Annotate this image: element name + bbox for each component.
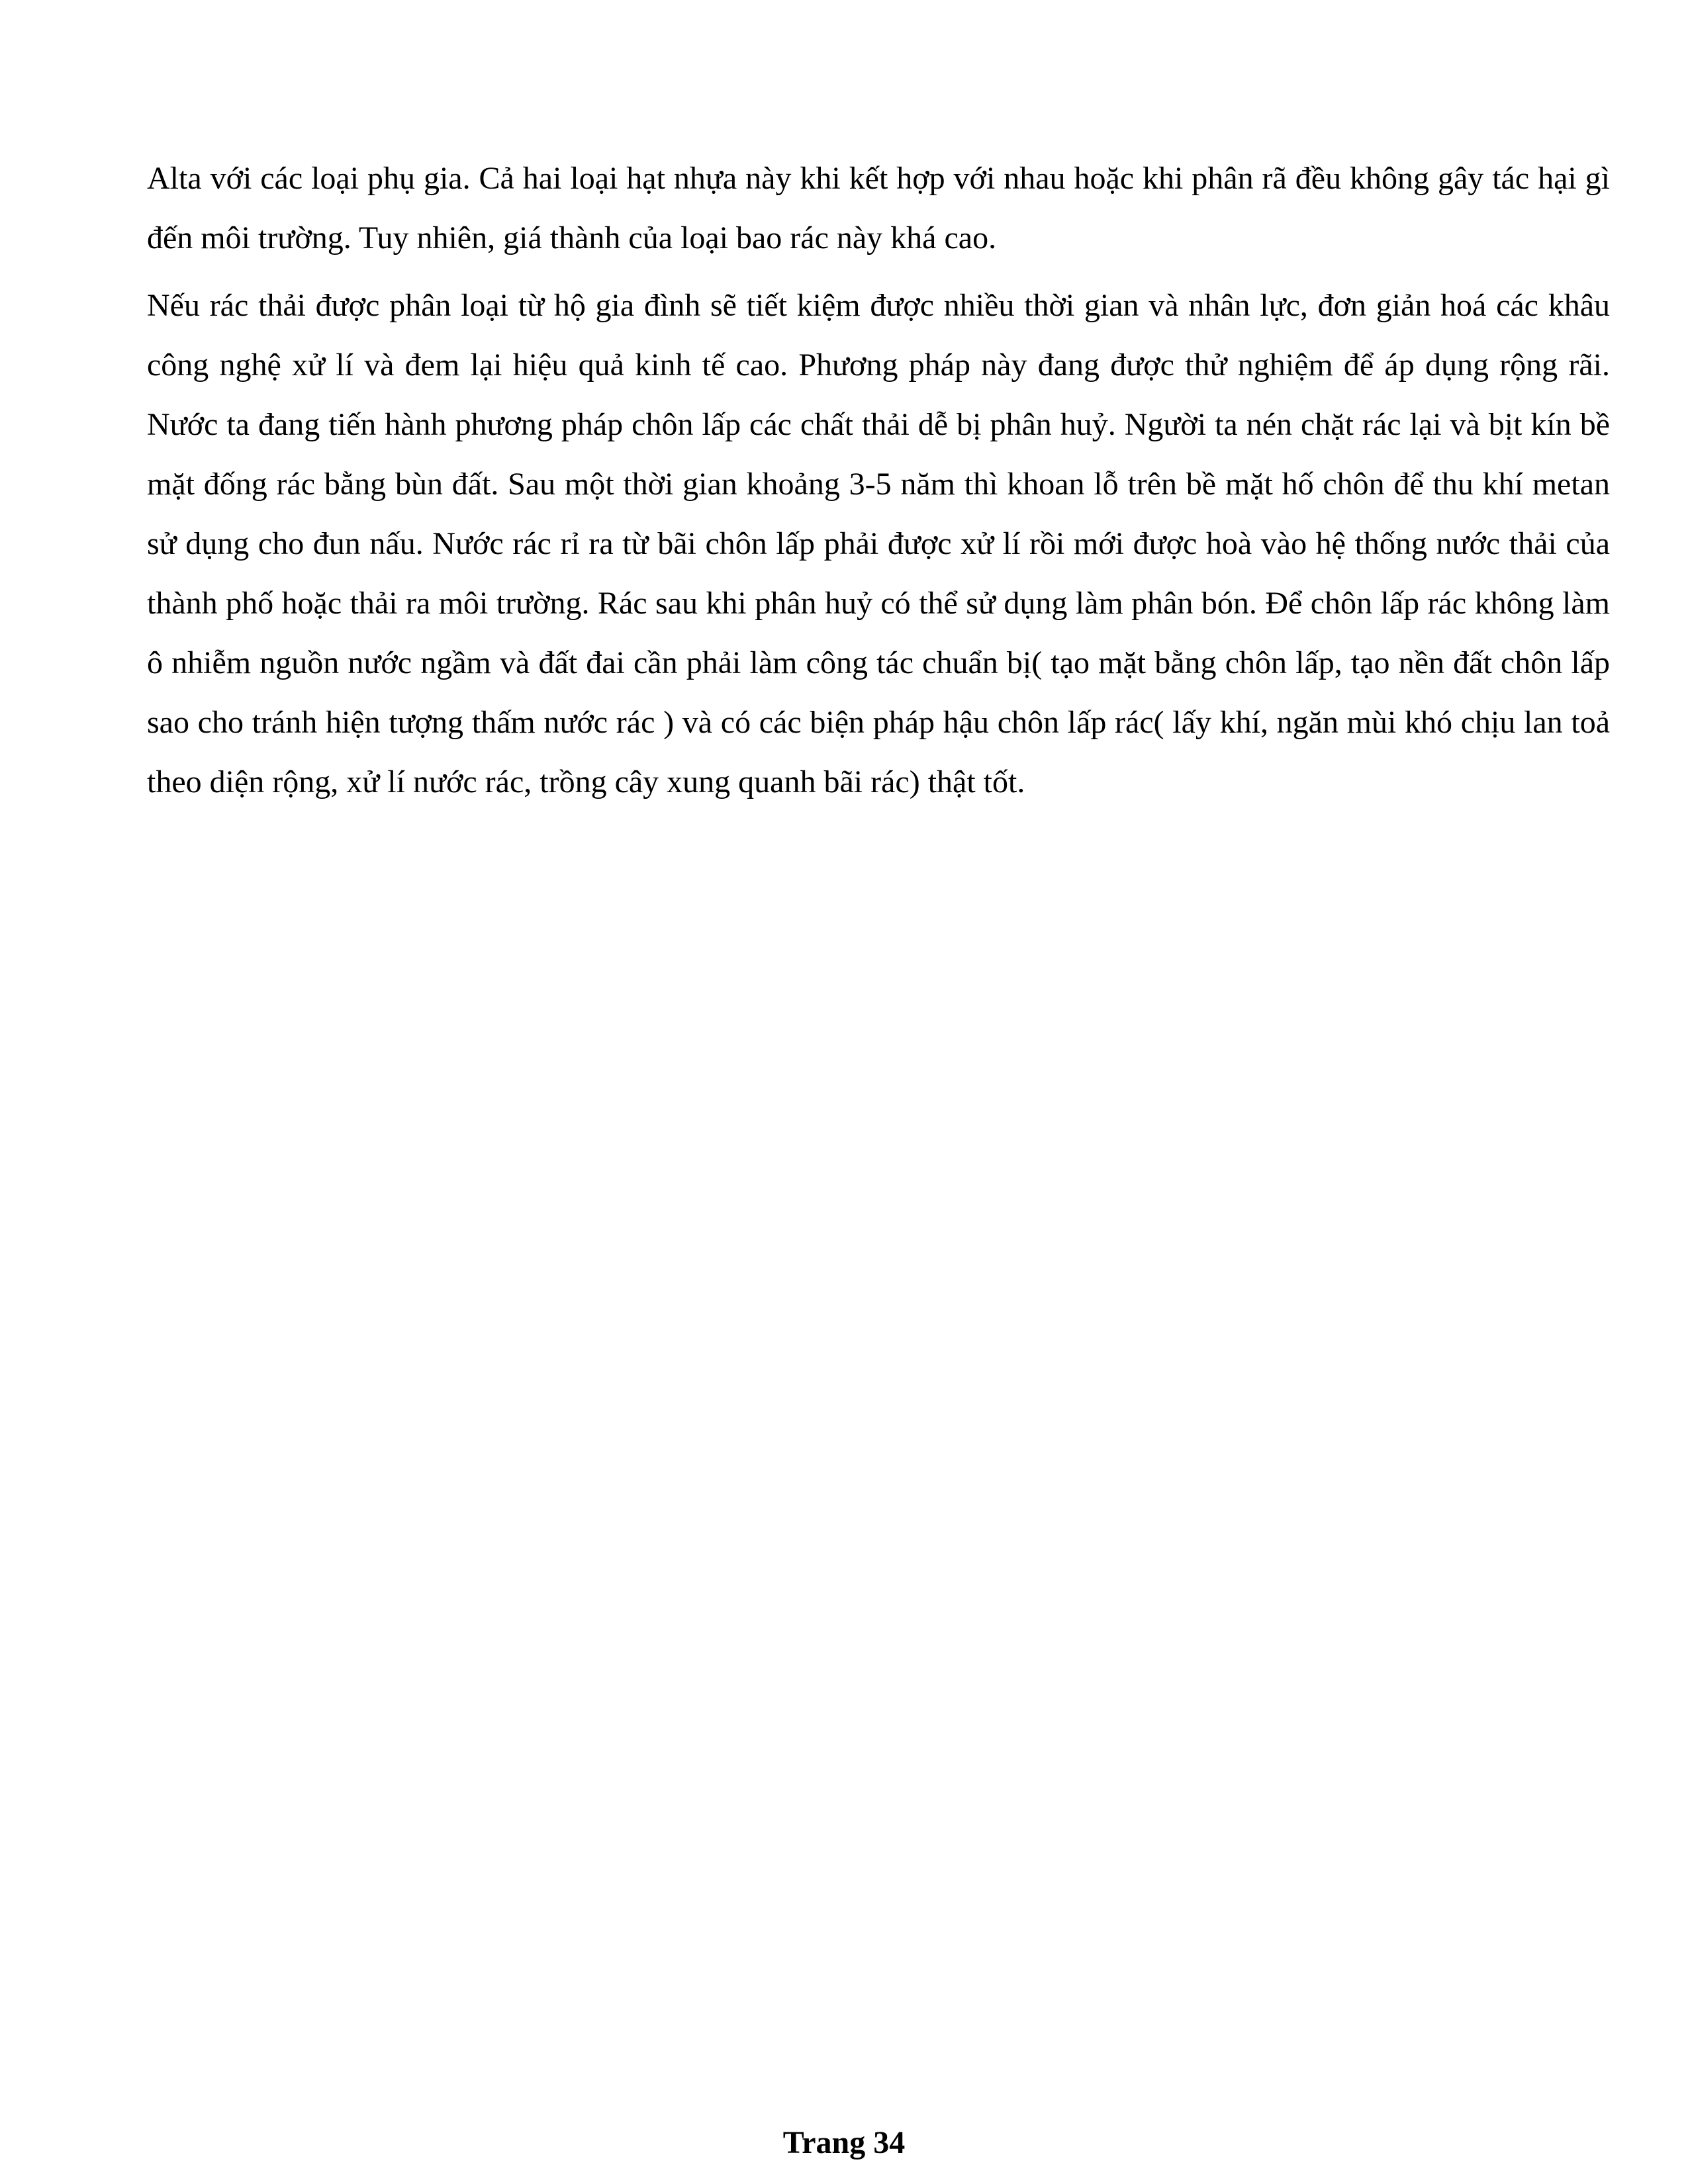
body-text bbox=[147, 149, 1610, 812]
paragraph-1: Alta với các loại phụ gia. Cả hai loại hạt nhựa này khi kết hợp với nhau hoặc khi phân rã đều không gây tác hại gì đến môi trường. Tuy nhiên, giá thành của loại bao rác này khá cao. bbox=[147, 161, 1610, 255]
paragraph-2: Nếu rác thải được phân loại từ hộ gia đình sẽ tiết kiệm được nhiều thời gian và nhân lực, đơn giản hoá các khâu công nghệ xử lí và đem lại hiệu quả kinh tế cao. Phương pháp này đang được thử nghiệm để áp dụng rộng rãi. Nước ta đang tiến hành phương pháp chôn lấp các chất thải dễ bị phân huỷ. Người ta nén chặt rác lại và bịt kín bề mặt đống rác bằng bùn đất. Sau một thời gian khoảng 3-5 năm thì khoan lỗ trên bề mặt hố chôn để thu khí metan sử dụng cho đun nấu. Nước rác rỉ ra từ bãi chôn lấp phải được xử lí rồi mới được hoà vào hệ thống nước thải của thành phố hoặc thải ra môi trường. Rác sau khi phân huỷ có thể sử dụng làm phân bón. Để chôn lấp rác không làm ô nhiễm nguồn nước ngầm và đất đai cần phải làm công tác chuẩn bị( tạo mặt bằng chôn lấp, tạo nền đất chôn lấp sao cho tránh hiện tượng thấm nước rác ) và có các biện pháp hậu chôn lấp rác( lấy khí, ngăn mùi khó chịu lan toả theo diện rộng, xử lí nước rác, trồng cây xung quanh bãi rác) thật tốt. bbox=[147, 288, 1610, 799]
page-number: Trang 34 bbox=[782, 2125, 906, 2160]
